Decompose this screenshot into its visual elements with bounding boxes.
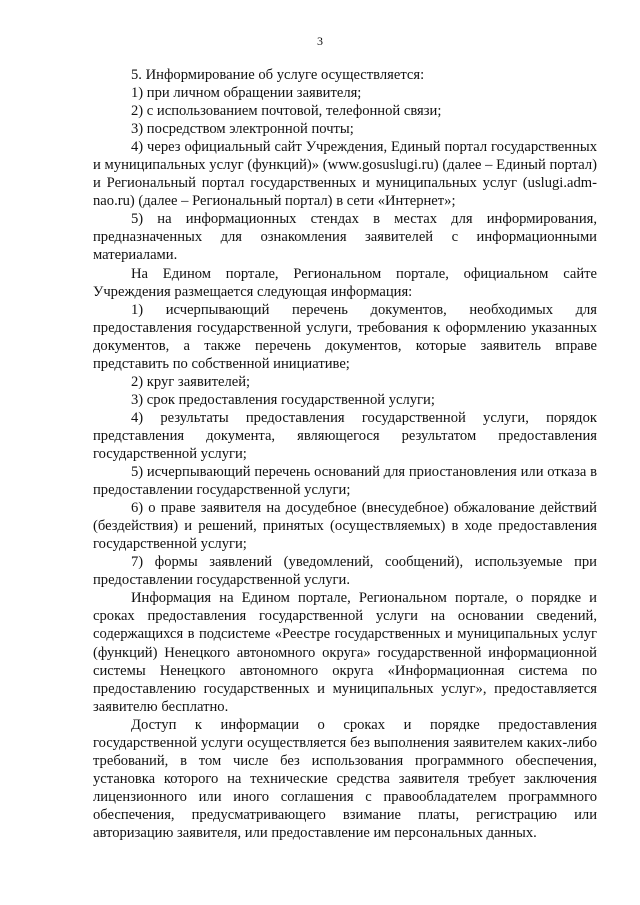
- paragraph-info-item-2: 2) круг заявителей;: [131, 373, 251, 390]
- paragraph-item-4: 4) через официальный сайт Учреждения, Единый портал государственных и муниципальных услуг (функций)» (www.gosuslugi.ru) (далее – Единый портал) и Региональный портал государственных и муниципальных услуг (uslugi.adm-nao.ru) (далее – Региональный портал) в сети «Интернет»;: [93, 139, 597, 210]
- paragraph-item-5: 5) на информационных стендах в местах для информирования, предназначенных для ознакомления заявителей с информационными материалами.: [93, 211, 597, 264]
- paragraph-item-1: 1) при личном обращении заявителя;: [131, 85, 362, 102]
- document-body: [93, 66, 597, 842]
- paragraph-section-5-heading: 5. Информирование об услуге осуществляется:: [131, 67, 425, 83]
- paragraph-info-item-3: 3) срок предоставления государственной услуги;: [131, 391, 435, 408]
- paragraph-info-item-4: 4) результаты предоставления государственной услуги, порядок представления документа, являющегося результатом предоставления государственной услуги;: [93, 409, 597, 462]
- page-number: 3: [317, 34, 323, 48]
- paragraph-info-item-5: 5) исчерпывающий перечень оснований для приостановления или отказа в предоставлении государственной услуги;: [93, 464, 597, 499]
- paragraph-item-2: 2) с использованием почтовой, телефонной связи;: [131, 103, 442, 120]
- paragraph-item-3: 3) посредством электронной почты;: [131, 121, 354, 138]
- paragraph-info-item-6: 6) о праве заявителя на досудебное (внесудебное) обжалование действий (бездействия) и решений, принятых (осуществляемых) в ходе предоставления государственной услуги;: [93, 500, 597, 553]
- paragraph-info-item-1: 1) исчерпывающий перечень документов, необходимых для предоставления государственной услуги, требования к оформлению указанных документов, а также перечень документов, которые заявитель вправе представить по собственной инициативе;: [93, 301, 597, 372]
- paragraph-free-of-charge: Информация на Едином портале, Региональном портале, о порядке и сроках предоставления государственной услуги на основании сведений, содержащихся в подсистеме «Реестре государственных и муниципальных услуг (функций) Ненецкого автономного округа» государственной информационной системы Ненецкого автономного округа «Информационная система по предоставлению государственных и муниципальных услуг», предоставляется заявителю бесплатно.: [93, 590, 597, 715]
- paragraph-portal-info-intro: На Едином портале, Региональном портале, официальном сайте Учреждения размещается следующая информация:: [93, 265, 597, 300]
- paragraph-info-item-7: 7) формы заявлений (уведомлений, сообщений), используемые при предоставлении государственной услуги.: [93, 554, 597, 589]
- paragraph-access-conditions: Доступ к информации о сроках и порядке предоставления государственной услуги осуществляется без выполнения заявителем каких-либо требований, в том числе без использования программного обеспечения, установка которого на технические средства заявителя требует заключения лицензионного или иного соглашения с правообладателем программного обеспечения, предусматривающего взимание платы, регистрацию или авторизацию заявителя, или предоставление им персональных данных.: [93, 716, 597, 841]
